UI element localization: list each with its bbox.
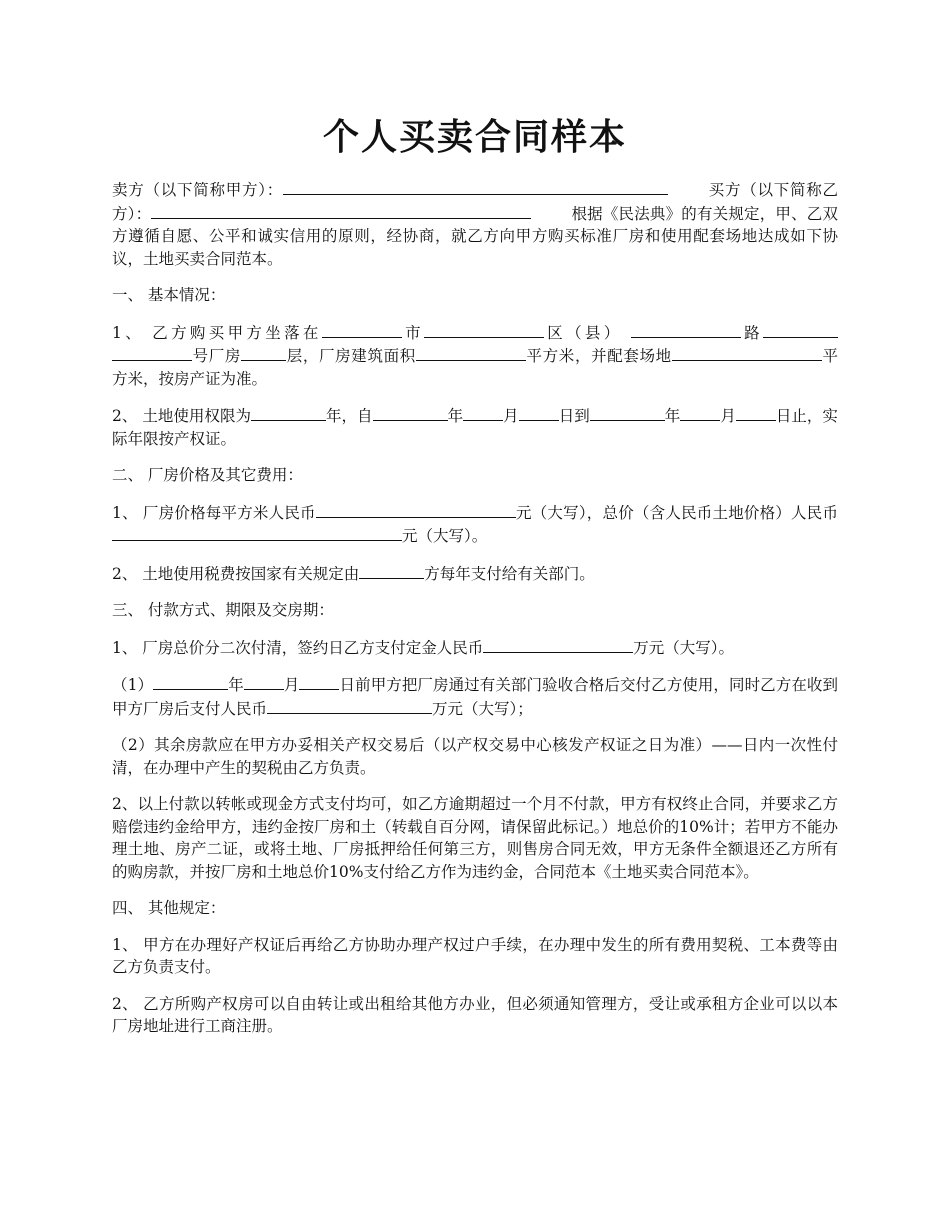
blank-start-year (373, 404, 448, 421)
blank-end-year (590, 404, 665, 421)
blank-deposit (483, 636, 633, 653)
seller-blank (283, 178, 668, 195)
blank-road-tail (763, 321, 838, 338)
seller-label: 卖方（以下简称甲方）： (112, 181, 283, 199)
blank-city (322, 321, 402, 338)
text-segment: 平方米，并配套场地 (525, 347, 672, 365)
text-segment: 月 (283, 676, 300, 694)
text-segment: 2、 土地使用权限为 (112, 407, 251, 425)
text-segment: 元（大写）。 (402, 527, 488, 545)
section3-sub1 (112, 673, 838, 720)
section1-heading: 一、 基本情况： (112, 286, 226, 304)
text-segment: 方每年支付给有关部门。 (424, 564, 595, 583)
blank-second-payment (267, 697, 432, 714)
document-body (112, 178, 838, 1052)
blank-site-area-tail (767, 344, 822, 361)
blank-start-month (463, 404, 503, 421)
section3-heading: 三、 付款方式、期限及交房期： (112, 601, 334, 619)
text-segment: 元（大写），总价（含人民币土地价格）人民币 (515, 503, 838, 522)
blank-number (112, 344, 192, 361)
section2-heading: 二、 厂房价格及其它费用： (112, 466, 303, 484)
intro-paragraph (112, 178, 838, 270)
section3-item2: 2、以上付款以转帐或现金方式支付均可，如乙方逾期超过一个月不付款，甲方有权终止合同，并要求乙方赔偿违约金给甲方，违约金按厂房和土（转载自百分网，请保留此标记。）地总价的10%计；若甲方不能办理土地、房产二证，或将土地、厂房抵押给任何第三方，则售房合同无效，甲方无条件全额退还乙方所有的购房款，并按厂房和土地总价10%支付给乙方作为违约金，合同范本《土地买卖合同范本》。 (112, 795, 838, 881)
text-segment: 年，自 (326, 407, 373, 425)
text-segment: 日前甲方把厂房通过有关部门验收合格后交付乙方使用，同时乙方在收到甲方厂房后支付人民币 (112, 676, 838, 718)
text-segment: 万元（大写）； (432, 699, 533, 718)
text-segment: 路 (740, 323, 763, 342)
text-segment: （1） (112, 676, 154, 694)
blank-site-area (672, 344, 767, 361)
section4-item1: 1、 甲方在办理好产权证后再给乙方协助办理产权过户手续，在办理中发生的所有费用契税、工本费等由乙方负责支付。 (112, 935, 838, 976)
blank-tax-party (359, 562, 424, 579)
text-segment: 日到 (558, 407, 590, 425)
text-segment: 年 (228, 676, 244, 694)
section4-heading: 四、 其他规定： (112, 899, 226, 917)
buyer-label: 买方（以下简称乙方）： (112, 181, 838, 223)
text-segment: 月 (503, 407, 519, 425)
blank-unit-price (316, 501, 516, 518)
text-segment: 2、 土地使用税费按国家有关规定由 (112, 564, 360, 583)
blank-district (424, 321, 544, 338)
blank-area (416, 344, 526, 361)
text-segment: 1、 厂房价格每平方米人民币 (112, 503, 316, 522)
section1-item2 (112, 404, 838, 450)
blank-delivery-day (299, 673, 339, 690)
buyer-blank (151, 202, 531, 219)
text-segment: 月 (720, 407, 736, 425)
blank-years (251, 404, 326, 421)
text-segment: 市 (401, 323, 424, 342)
text-segment: 1、 乙方购买甲方坐落在 (112, 323, 322, 342)
text-segment: 平方米，按房产证为准。 (112, 347, 838, 388)
text-segment: 区（县） (543, 323, 623, 342)
blank-floor (241, 344, 286, 361)
blank-end-month (680, 404, 720, 421)
text-segment: 年 (664, 407, 681, 425)
document-title: 个人买卖合同样本 (322, 116, 627, 158)
text-segment: 日止，实际年限按产权证。 (112, 407, 838, 448)
text-segment: 年 (447, 407, 464, 425)
basis-text: 根据《民法典》的有关规定，甲、乙双方遵循自愿、公平和诚实信用的原则，经协商，就乙方向甲方购买标准厂房和使用配套场地达成如下协议，土地买卖合同范本。 (112, 204, 838, 268)
blank-end-day (736, 404, 776, 421)
blank-delivery-month (244, 673, 284, 690)
text-segment: 号厂房 (192, 347, 242, 365)
section1-item1 (112, 321, 838, 391)
section2-item2 (112, 562, 838, 586)
text-segment: 万元（大写）。 (633, 638, 735, 657)
blank-road (631, 321, 741, 338)
blank-delivery-year (153, 673, 228, 690)
section3-item1 (112, 636, 838, 660)
blank-start-day (519, 404, 559, 421)
section3-sub2: （2）其余房款应在甲方办妥相关产权交易后（以产权交易中心核发产权证之日为准）——日内一次性付清，在办理中产生的契税由乙方负责。 (112, 736, 838, 777)
text-segment: 1、 厂房总价分二次付清，签约日乙方支付定金人民币 (112, 638, 484, 657)
section4-item2: 2、 乙方所购产权房可以自由转让或出租给其他方办业，但必须通知管理方，受让或承租方企业可以以本厂房地址进行工商注册。 (112, 994, 838, 1035)
blank-total-price (112, 524, 402, 541)
section2-item1 (112, 501, 838, 548)
text-segment: 层，厂房建筑面积 (286, 347, 416, 365)
